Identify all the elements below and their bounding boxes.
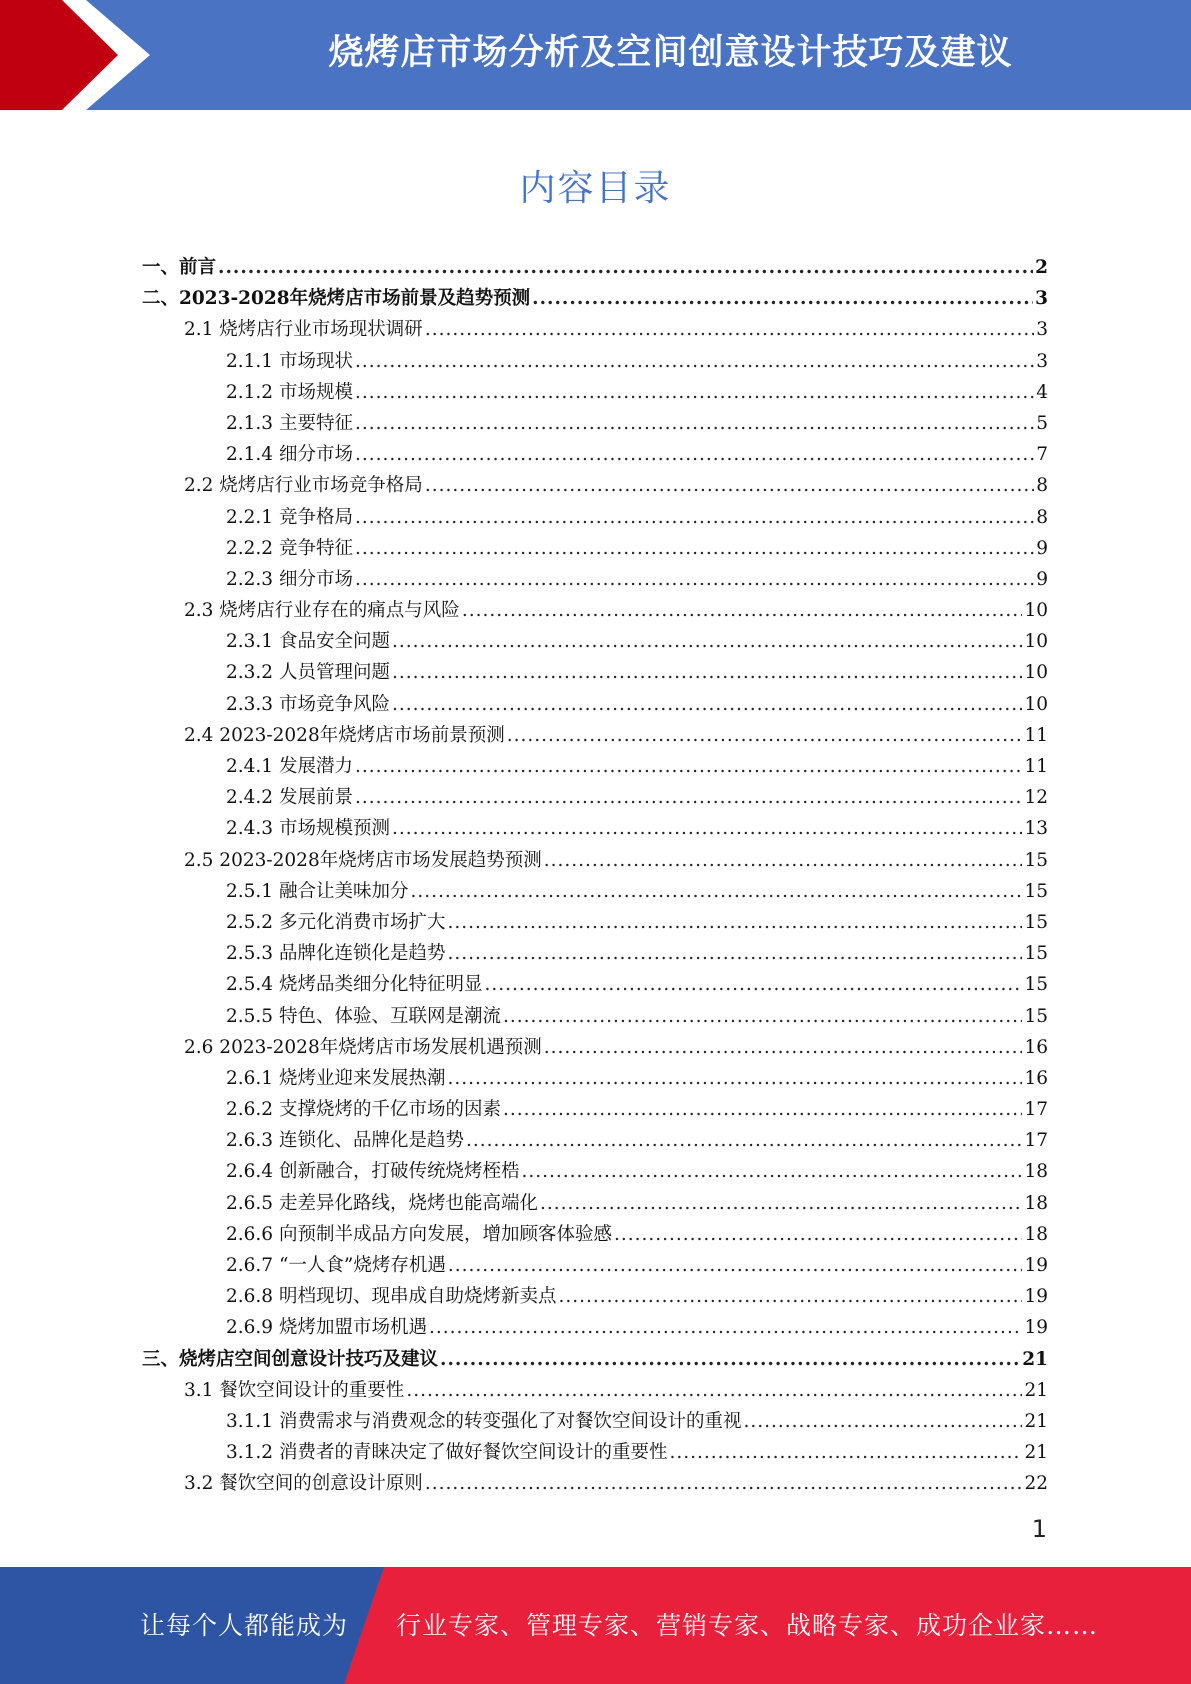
toc-entry-label: 2.5.1 融合让美味加分	[226, 880, 409, 902]
toc-entry-page: 13	[1024, 818, 1048, 840]
toc-dot-leader	[448, 1255, 1023, 1276]
toc-entry-page: 17	[1024, 1130, 1048, 1152]
toc-dot-leader	[521, 1161, 1022, 1182]
toc-entry-page: 19	[1024, 1255, 1048, 1276]
toc-entry-label: 2.6 2023-2028年烧烤店市场发展机遇预测	[184, 1036, 542, 1058]
toc-entry-page: 3	[1035, 288, 1048, 310]
toc-entry-label: 2.3.3 市场竞争风险	[226, 693, 390, 715]
page-footer	[0, 1567, 1191, 1684]
page-header	[0, 0, 1191, 110]
toc-entry-label: 三、烧烤店空间创意设计技巧及建议	[142, 1348, 439, 1370]
toc-dot-leader	[669, 1442, 1022, 1463]
toc-dot-leader	[425, 319, 1034, 340]
toc-entry-label: 2.4 2023-2028年烧烤店市场前景预测	[184, 724, 505, 746]
toc-entry-page: 10	[1024, 662, 1048, 684]
toc-entry[interactable]	[142, 1220, 1048, 1251]
toc-entry-page: 9	[1036, 537, 1048, 559]
toc-entry[interactable]	[142, 1438, 1048, 1469]
toc-entry[interactable]	[142, 1282, 1048, 1313]
toc-dot-leader	[425, 475, 1034, 496]
toc-entry-page: 4	[1036, 381, 1048, 403]
toc-dot-leader	[614, 1224, 1022, 1245]
toc-entry-page: 15	[1024, 1005, 1048, 1027]
toc-entry-label: 2.6.2 支撑烧烤的千亿市场的因素	[226, 1099, 501, 1121]
toc-dot-leader	[355, 787, 1023, 808]
toc-dot-leader	[743, 1411, 1022, 1432]
toc-entry-label: 二、2023-2028年烧烤店市场前景及趋势预测	[142, 288, 531, 310]
toc-entry[interactable]	[142, 970, 1048, 1001]
toc-entry[interactable]	[142, 783, 1048, 814]
toc-entry-page: 18	[1024, 1223, 1048, 1245]
toc-entry-label: 2.3 烧烤店行业存在的痛点与风险	[184, 600, 460, 622]
toc-title: 内容目录	[519, 168, 672, 209]
toc-entry-page: 3	[1036, 350, 1048, 372]
toc-entry-page: 10	[1024, 693, 1048, 715]
toc-dot-leader	[503, 1099, 1022, 1120]
toc-entry-label: 3.1.1 消费需求与消费观念的转变强化了对餐饮空间设计的重视	[226, 1410, 742, 1432]
toc-entry-label: 2.6.6 向预制半成品方向发展，增加顾客体验感	[226, 1223, 612, 1245]
toc-dot-leader	[447, 912, 1022, 933]
toc-entry[interactable]	[142, 1126, 1048, 1157]
toc-dot-leader	[410, 881, 1022, 902]
toc-entry[interactable]	[142, 752, 1048, 783]
toc-dot-leader	[218, 257, 1033, 278]
toc-entry-label: 2.6.3 连锁化、品牌化是趋势	[226, 1130, 464, 1152]
toc-entry-page: 18	[1024, 1192, 1048, 1214]
toc-dot-leader	[355, 382, 1034, 403]
toc-entry-page: 21	[1024, 1379, 1048, 1401]
toc-entry-label: 3.1.2 消费者的青睐决定了做好餐饮空间设计的重要性	[226, 1442, 668, 1464]
toc-entry-label: 2.6.1 烧烤业迎来发展热潮	[226, 1067, 446, 1089]
toc-entry[interactable]	[142, 347, 1048, 378]
toc-entry-page: 16	[1024, 1036, 1048, 1058]
toc-entry[interactable]	[142, 1002, 1048, 1033]
toc-entry-label: 2.1.2 市场规模	[226, 381, 353, 403]
page-number: 1	[1031, 1515, 1047, 1543]
toc-entry[interactable]	[142, 1251, 1048, 1282]
toc-entry-label: 2.3.2 人员管理问题	[226, 662, 390, 684]
toc-entry[interactable]	[142, 908, 1048, 939]
toc-entry-page: 7	[1036, 444, 1048, 466]
toc-dot-leader	[355, 756, 1023, 777]
toc-dot-leader	[355, 507, 1034, 528]
toc-dot-leader	[355, 413, 1034, 434]
toc-entry-page: 18	[1024, 1161, 1048, 1183]
toc-entry-page: 10	[1024, 600, 1048, 622]
toc-entry-label: 3.2 餐饮空间的创意设计原则	[184, 1473, 423, 1495]
toc-dot-leader	[355, 538, 1034, 559]
toc-entry-label: 2.1.1 市场现状	[226, 350, 353, 372]
toc-entry-page: 16	[1024, 1067, 1048, 1089]
toc-entry-page: 19	[1024, 1286, 1048, 1308]
toc-dot-leader	[392, 631, 1022, 652]
toc-entry-page: 3	[1036, 319, 1048, 341]
toc-entry-label: 一、前言	[142, 257, 217, 278]
toc-entry-page: 12	[1024, 787, 1048, 809]
toc-dot-leader	[355, 444, 1034, 465]
toc-entry[interactable]	[142, 440, 1048, 471]
toc-entry[interactable]	[142, 939, 1048, 970]
toc-entry-label: 2.5.5 特色、体验、互联网是潮流	[226, 1005, 501, 1027]
toc-dot-leader	[440, 1349, 1020, 1370]
toc-entry[interactable]	[142, 503, 1048, 534]
toc-entry[interactable]	[142, 658, 1048, 689]
toc-entry-page: 15	[1024, 911, 1048, 933]
toc-entry[interactable]	[142, 1376, 1048, 1407]
toc-entry-page: 8	[1036, 475, 1048, 497]
toc-dot-leader	[544, 850, 1023, 871]
toc-dot-leader	[484, 974, 1022, 995]
toc-entry-page: 2	[1035, 257, 1048, 278]
toc-entry-page: 9	[1036, 568, 1048, 590]
toc-entry[interactable]	[142, 690, 1048, 721]
toc-entry[interactable]	[142, 846, 1048, 877]
toc-entry-page: 10	[1024, 631, 1048, 653]
toc-entry-page: 11	[1024, 724, 1048, 746]
toc-entry-label: 2.2.2 竞争特征	[226, 537, 353, 559]
toc-entry-label: 2.1.3 主要特征	[226, 412, 353, 434]
toc-entry-page: 17	[1024, 1099, 1048, 1121]
toc-entry-label: 2.5.4 烧烤品类细分化特征明显	[226, 974, 483, 996]
toc-entry[interactable]	[142, 253, 1048, 284]
toc-dot-leader	[429, 1317, 1022, 1338]
toc-entry-label: 2.2.1 竞争格局	[226, 506, 353, 528]
toc-entry[interactable]	[142, 1345, 1048, 1376]
toc-entry[interactable]	[142, 596, 1048, 627]
toc-entry[interactable]	[142, 1407, 1048, 1438]
toc-entry-page: 15	[1024, 974, 1048, 996]
toc-dot-leader	[507, 725, 1023, 746]
toc-dot-leader	[544, 1037, 1023, 1058]
toc-entry[interactable]	[142, 721, 1048, 752]
toc-entry[interactable]	[142, 1189, 1048, 1220]
toc-entry[interactable]	[142, 1157, 1048, 1188]
toc-entry[interactable]	[142, 534, 1048, 565]
toc-entry-label: 2.4.3 市场规模预测	[226, 818, 390, 840]
toc-dot-leader	[540, 1193, 1022, 1214]
toc-entry-label: 2.6.9 烧烤加盟市场机遇	[226, 1317, 427, 1339]
toc-entry-label: 2.1 烧烤店行业市场现状调研	[184, 319, 423, 341]
toc-entry[interactable]	[142, 378, 1048, 409]
toc-entry-label: 2.6.5 走差异化路线，烧烤也能高端化	[226, 1192, 538, 1214]
toc-dot-leader	[447, 943, 1022, 964]
toc-entry[interactable]	[142, 1313, 1048, 1344]
toc-entry-page: 21	[1024, 1410, 1048, 1432]
toc-entry[interactable]	[142, 565, 1048, 596]
toc-dot-leader	[447, 1068, 1022, 1089]
toc-dot-leader	[406, 1380, 1022, 1401]
toc-entry[interactable]	[142, 1064, 1048, 1095]
toc-entry-label: 2.2.3 细分市场	[226, 568, 353, 590]
toc-entry-label: 2.5.2 多元化消费市场扩大	[226, 911, 446, 933]
toc-entry-page: 21	[1024, 1442, 1048, 1464]
toc-dot-leader	[392, 818, 1022, 839]
toc-entry-page: 15	[1024, 880, 1048, 902]
toc-entry-label: 2.6.4 创新融合，打破传统烧烤桎梏	[226, 1161, 520, 1183]
toc-entry-page: 11	[1024, 756, 1048, 777]
toc-dot-leader	[355, 351, 1034, 372]
toc-entry-label: 2.4.1 发展潜力	[226, 756, 353, 777]
toc-entry[interactable]	[142, 315, 1048, 346]
toc-entry-label: 2.4.2 发展前景	[226, 787, 353, 809]
toc-dot-leader	[462, 600, 1023, 621]
toc-entry-label: 2.1.4 细分市场	[226, 444, 353, 466]
toc-dot-leader	[392, 694, 1022, 715]
toc-dot-leader	[503, 1006, 1022, 1027]
toc-entry-page: 22	[1024, 1473, 1048, 1495]
toc-dot-leader	[425, 1473, 1023, 1494]
toc-entry[interactable]	[142, 814, 1048, 845]
toc-entry[interactable]	[142, 471, 1048, 502]
toc-entry[interactable]	[142, 284, 1048, 315]
toc-entry-page: 15	[1024, 943, 1048, 965]
toc-dot-leader	[532, 288, 1033, 309]
toc-entry[interactable]	[142, 627, 1048, 658]
toc-dot-leader	[355, 569, 1034, 590]
toc-entry[interactable]	[142, 1469, 1048, 1500]
toc-dot-leader	[466, 1130, 1022, 1151]
toc-entry-label: 2.3.1 食品安全问题	[226, 631, 390, 653]
toc-entry[interactable]	[142, 1095, 1048, 1126]
table-of-contents	[142, 253, 1048, 1501]
toc-entry-label: 2.5 2023-2028年烧烤店市场发展趋势预测	[184, 849, 542, 871]
toc-entry-page: 5	[1036, 412, 1048, 434]
toc-entry-label: 2.2 烧烤店行业市场竞争格局	[184, 475, 423, 497]
toc-entry[interactable]	[142, 409, 1048, 440]
toc-entry[interactable]	[142, 1033, 1048, 1064]
document-title: 烧烤店市场分析及空间创意设计技巧及建议	[328, 33, 1013, 73]
toc-dot-leader	[558, 1286, 1022, 1307]
toc-entry[interactable]	[142, 877, 1048, 908]
footer-expert-list: 行业专家、管理专家、营销专家、战略专家、成功企业家……	[396, 1611, 1099, 1640]
toc-entry-page: 21	[1022, 1348, 1048, 1370]
toc-entry-page: 15	[1024, 849, 1048, 871]
toc-dot-leader	[392, 662, 1022, 683]
footer-slogan: 让每个人都能成为	[140, 1611, 349, 1640]
toc-entry-page: 19	[1024, 1317, 1048, 1339]
toc-entry-label: 2.5.3 品牌化连锁化是趋势	[226, 943, 446, 965]
toc-entry-label: 3.1 餐饮空间设计的重要性	[184, 1379, 405, 1401]
toc-entry-label: 2.6.8 明档现切、现串成自助烧烤新卖点	[226, 1286, 557, 1308]
toc-entry-page: 8	[1036, 506, 1048, 528]
toc-entry-label: 2.6.7 “一人食”烧烤存机遇	[226, 1255, 446, 1276]
